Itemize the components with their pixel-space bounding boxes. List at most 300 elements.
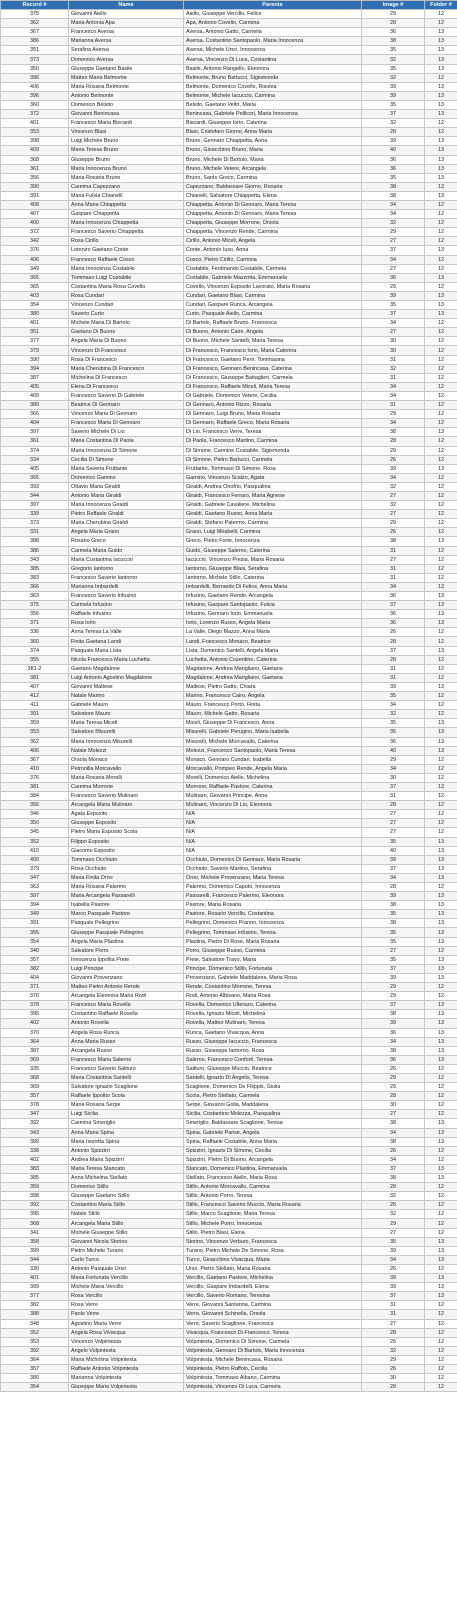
parents-cell: Iacuccio, Vincenzo Prezia, Maria Rosaria bbox=[184, 555, 362, 564]
folder-cell: 13 bbox=[425, 901, 457, 910]
table-row bbox=[1, 555, 457, 564]
table-row bbox=[1, 592, 457, 601]
record-cell: 410 bbox=[1, 764, 69, 773]
table-row bbox=[1, 328, 457, 337]
parents-cell: Di Buono, Antonio Caire, Angela bbox=[184, 328, 362, 337]
name-cell: Maria Innocenza Chiappetta bbox=[69, 219, 184, 228]
image-cell: 29 bbox=[362, 10, 425, 19]
folder-cell: 12 bbox=[425, 1264, 457, 1273]
parents-cell: Mauro, Michele Gatto, Rosaria bbox=[184, 710, 362, 719]
folder-cell: 12 bbox=[425, 1337, 457, 1346]
folder-cell: 12 bbox=[425, 1301, 457, 1310]
record-cell: 345 bbox=[1, 828, 69, 837]
name-cell: Rosario Greco bbox=[69, 537, 184, 546]
parents-cell: Stillo, Antonio Porro, Teresa bbox=[184, 1192, 362, 1201]
name-cell: Maria Rosaria Serpe bbox=[69, 1101, 184, 1110]
name-cell: Maria Teresa Stancato bbox=[69, 1164, 184, 1173]
record-cell: 400 bbox=[1, 855, 69, 864]
parents-cell: Pastore, Rosario Vercillo, Costantina bbox=[184, 910, 362, 919]
image-cell: 27 bbox=[362, 264, 425, 273]
image-cell: 29 bbox=[362, 992, 425, 1001]
folder-cell: 12 bbox=[425, 391, 457, 400]
folder-cell: 13 bbox=[425, 1137, 457, 1146]
folder-cell: 12 bbox=[425, 1383, 457, 1392]
record-cell: 378 bbox=[1, 1001, 69, 1010]
record-cell: 405 bbox=[1, 382, 69, 391]
folder-cell: 12 bbox=[425, 1101, 457, 1110]
table-row bbox=[1, 946, 457, 955]
image-cell: 31 bbox=[362, 792, 425, 801]
record-cell: 369 bbox=[1, 1055, 69, 1064]
table-row bbox=[1, 1137, 457, 1146]
image-cell: 28 bbox=[362, 1328, 425, 1337]
folder-cell: 13 bbox=[425, 1010, 457, 1019]
table-row bbox=[1, 1083, 457, 1092]
folder-cell: 13 bbox=[425, 1037, 457, 1046]
name-cell: Costantino Maria Stillo bbox=[69, 1201, 184, 1210]
image-cell: 27 bbox=[362, 328, 425, 337]
record-cell: 362 bbox=[1, 737, 69, 746]
image-cell: 38 bbox=[362, 182, 425, 191]
folder-cell: 13 bbox=[425, 1164, 457, 1173]
folder-cell: 13 bbox=[425, 1174, 457, 1183]
table-row bbox=[1, 1055, 457, 1064]
image-cell: 34 bbox=[362, 391, 425, 400]
record-cell: 351 bbox=[1, 46, 69, 55]
folder-cell: 12 bbox=[425, 1201, 457, 1210]
record-cell: 368 bbox=[1, 1073, 69, 1082]
table-row bbox=[1, 10, 457, 19]
name-cell: Tommaso Luigi Costabile bbox=[69, 273, 184, 282]
record-cell: 399 bbox=[1, 1246, 69, 1255]
parents-cell: Verre, Giovanni Schinella, Orsola bbox=[184, 1310, 362, 1319]
table-row bbox=[1, 1128, 457, 1137]
image-cell: 31 bbox=[362, 401, 425, 410]
record-cell: 371 bbox=[1, 619, 69, 628]
name-cell: Maria Innocenza Di Simone bbox=[69, 446, 184, 455]
folder-cell: 12 bbox=[425, 1228, 457, 1237]
name-cell: Maria Costantina Iacuccio bbox=[69, 555, 184, 564]
folder-cell: 12 bbox=[425, 828, 457, 837]
folder-cell: 12 bbox=[425, 437, 457, 446]
folder-column-header: Folder # bbox=[425, 1, 457, 10]
name-cell: Antonio Rovella bbox=[69, 1019, 184, 1028]
name-cell: Francesco Saverio Iantorno bbox=[69, 573, 184, 582]
parents-cell: Marino, Francesco Cairo, Angela bbox=[184, 692, 362, 701]
parents-cell: Benincasa, Gabriele Pellicori, Maria Innocenza bbox=[184, 110, 362, 119]
name-cell: Agata Esposito bbox=[69, 810, 184, 819]
folder-cell: 13 bbox=[425, 46, 457, 55]
record-cell: 377 bbox=[1, 337, 69, 346]
folder-cell: 12 bbox=[425, 10, 457, 19]
folder-cell: 12 bbox=[425, 501, 457, 510]
name-cell: Gaetano Magdalone bbox=[69, 664, 184, 673]
name-cell: Pietro Maria Esposito Scola bbox=[69, 828, 184, 837]
name-cell: Arcangela Eleonora Maria Rodi bbox=[69, 992, 184, 1001]
image-cell: 34 bbox=[362, 200, 425, 209]
record-cell: 391 bbox=[1, 191, 69, 200]
image-cell: 34 bbox=[362, 1037, 425, 1046]
name-cell: Costantina Maria Rosa Covello bbox=[69, 282, 184, 291]
table-row bbox=[1, 1255, 457, 1264]
table-row bbox=[1, 110, 457, 119]
parents-cell: Mulinaro, Giovanni Principe, Anna bbox=[184, 792, 362, 801]
table-row bbox=[1, 1019, 457, 1028]
parents-cell: Costabile, Ferdinando Costabile, Carmela bbox=[184, 264, 362, 273]
parents-cell: Di Francesco, Gaetano Perri, Tommasina bbox=[184, 355, 362, 364]
folder-cell: 12 bbox=[425, 528, 457, 537]
image-cell: 38 bbox=[362, 1046, 425, 1055]
table-row bbox=[1, 1283, 457, 1292]
name-cell: Angela Maria Plastina bbox=[69, 937, 184, 946]
folder-cell: 12 bbox=[425, 1328, 457, 1337]
image-cell: 27 bbox=[362, 510, 425, 519]
parents-cell: Bruno, Michele Di Bartolo, Maria bbox=[184, 155, 362, 164]
image-cell: 26 bbox=[362, 528, 425, 537]
image-cell: 39 bbox=[362, 892, 425, 901]
name-cell: Angela Maria Di Buono bbox=[69, 337, 184, 346]
parents-cell: Russo, Giuseppe Iacuccio, Francesca bbox=[184, 1037, 362, 1046]
parents-cell: Curto, Pasquale Aiello, Carmina bbox=[184, 310, 362, 319]
folder-cell: 13 bbox=[425, 428, 457, 437]
parents-cell: Misurelli, Michele Morcavallo, Caterina bbox=[184, 737, 362, 746]
record-cell: 373 bbox=[1, 519, 69, 528]
table-row bbox=[1, 792, 457, 801]
folder-cell: 12 bbox=[425, 755, 457, 764]
table-row bbox=[1, 1201, 457, 1210]
parents-cell: Aversa, Vincenzo Di Luca, Costantina bbox=[184, 55, 362, 64]
image-cell: 38 bbox=[362, 1137, 425, 1146]
table-row bbox=[1, 637, 457, 646]
name-cell: Vincenzo Di Francesco bbox=[69, 346, 184, 355]
record-cell: 352 bbox=[1, 1328, 69, 1337]
image-cell: 29 bbox=[362, 282, 425, 291]
name-cell: Gaetano Di Buono bbox=[69, 328, 184, 337]
table-row bbox=[1, 173, 457, 182]
record-cell: 368 bbox=[1, 1219, 69, 1228]
parents-cell: N/A bbox=[184, 828, 362, 837]
record-cell: 410 bbox=[1, 846, 69, 855]
image-cell: 36 bbox=[362, 610, 425, 619]
record-cell: 397 bbox=[1, 428, 69, 437]
parents-cell: Infusino, Gaetano Rende, Arcangela bbox=[184, 592, 362, 601]
parents-cell: Spina, Raffaele Costabile, Anna Maria bbox=[184, 1137, 362, 1146]
table-row bbox=[1, 1337, 457, 1346]
image-cell: 26 bbox=[362, 1064, 425, 1073]
parents-cell: Pastore, Maria Rosaria bbox=[184, 901, 362, 910]
image-cell: 38 bbox=[362, 537, 425, 546]
table-row bbox=[1, 701, 457, 710]
record-cell: 394 bbox=[1, 364, 69, 373]
record-cell: 339 bbox=[1, 510, 69, 519]
record-cell: 386 bbox=[1, 546, 69, 555]
record-cell: 367 bbox=[1, 28, 69, 37]
parents-cell: Verre, Saverio Scaglione, Francesca bbox=[184, 1319, 362, 1328]
record-cell: 406 bbox=[1, 82, 69, 91]
name-cell: Raffaele Ippolito Scola bbox=[69, 1092, 184, 1101]
record-cell: 360 bbox=[1, 100, 69, 109]
name-cell: Francesco Maria Salerno bbox=[69, 1055, 184, 1064]
name-cell: Orsola Monaco bbox=[69, 755, 184, 764]
parents-cell: Pellegrino, Tommaso Infusino, Teresa bbox=[184, 928, 362, 937]
record-cell: 395 bbox=[1, 1210, 69, 1219]
table-row bbox=[1, 773, 457, 782]
image-cell: 34 bbox=[362, 582, 425, 591]
folder-cell: 13 bbox=[425, 837, 457, 846]
parents-cell: Guido, Giuseppe Salerno, Caterina bbox=[184, 546, 362, 555]
name-cell: Cecilia Di Simone bbox=[69, 455, 184, 464]
image-cell: 35 bbox=[362, 173, 425, 182]
parents-column-header: Parents bbox=[184, 1, 362, 10]
image-cell: 27 bbox=[362, 819, 425, 828]
parents-cell: Di Francesco, Giuseppe Battaglieri, Carmela bbox=[184, 373, 362, 382]
image-cell: 37 bbox=[362, 782, 425, 791]
name-cell: Beatrice Di Gennaro bbox=[69, 401, 184, 410]
image-cell: 37 bbox=[362, 1164, 425, 1173]
parents-cell: Plastina, Pietro Di Rose, Maria Rosaria bbox=[184, 937, 362, 946]
folder-cell: 12 bbox=[425, 555, 457, 564]
name-cell: Francesco Saverio Mulinaro bbox=[69, 792, 184, 801]
record-cell: 359 bbox=[1, 1183, 69, 1192]
parents-cell: Morelli, Domenico Aiello, Michelina bbox=[184, 773, 362, 782]
name-cell: Maria Innocenza Giraldi bbox=[69, 501, 184, 510]
image-cell: 37 bbox=[362, 246, 425, 255]
folder-cell: 12 bbox=[425, 519, 457, 528]
name-cell: Carmela Infusino bbox=[69, 601, 184, 610]
parents-cell: Giraldi, Andrea Onofrio, Pasqualina bbox=[184, 482, 362, 491]
image-cell: 39 bbox=[362, 137, 425, 146]
record-cell: 357 bbox=[1, 1364, 69, 1373]
name-cell: Lorenzo Gaetano Conte bbox=[69, 246, 184, 255]
image-cell: 32 bbox=[362, 219, 425, 228]
table-row bbox=[1, 128, 457, 137]
folder-cell: 12 bbox=[425, 401, 457, 410]
image-cell: 30 bbox=[362, 1101, 425, 1110]
folder-cell: 13 bbox=[425, 782, 457, 791]
folder-cell: 12 bbox=[425, 473, 457, 482]
name-cell: Agostino Maria Verre bbox=[69, 1319, 184, 1328]
name-cell: Domenico Gamino bbox=[69, 473, 184, 482]
name-cell: Giovanni Provenzano bbox=[69, 973, 184, 982]
parents-cell: Miceli, Giuseppe Di Francesco, Anna bbox=[184, 719, 362, 728]
table-row bbox=[1, 46, 457, 55]
folder-cell: 12 bbox=[425, 1355, 457, 1364]
parents-cell: Chiappetta, Vincenzo Rende, Carmina bbox=[184, 228, 362, 237]
record-cell: 367 bbox=[1, 755, 69, 764]
image-cell: 36 bbox=[362, 28, 425, 37]
parents-cell: Gamino, Vincenzo Scalzo, Agata bbox=[184, 473, 362, 482]
name-cell: Anna Michelina Stellato bbox=[69, 1174, 184, 1183]
record-cell: 372 bbox=[1, 110, 69, 119]
image-cell: 36 bbox=[362, 273, 425, 282]
folder-cell: 12 bbox=[425, 1083, 457, 1092]
name-cell: Raffaele Antonio Volpintesta bbox=[69, 1364, 184, 1373]
name-cell: Vincenzo Volpintesta bbox=[69, 1337, 184, 1346]
table-row bbox=[1, 1228, 457, 1237]
parents-cell: Fruttante, Tommaso Di Simone, Rosa bbox=[184, 464, 362, 473]
table-row bbox=[1, 810, 457, 819]
image-cell: 35 bbox=[362, 837, 425, 846]
parents-cell: Mauro, Francesco Porto, Finita bbox=[184, 701, 362, 710]
image-cell: 26 bbox=[362, 628, 425, 637]
table-row bbox=[1, 1301, 457, 1310]
parents-cell: Vercillo, Saverio Romano, Teresina bbox=[184, 1292, 362, 1301]
image-cell: 26 bbox=[362, 1264, 425, 1273]
folder-cell: 12 bbox=[425, 355, 457, 364]
name-cell: Raffaele Infusino bbox=[69, 610, 184, 619]
record-cell: 406 bbox=[1, 746, 69, 755]
image-cell: 29 bbox=[362, 446, 425, 455]
parents-cell: Salerno, Francesco Confortì, Teresa bbox=[184, 1055, 362, 1064]
record-cell: 355 bbox=[1, 655, 69, 664]
table-row bbox=[1, 664, 457, 673]
name-cell: Arcangela Russo bbox=[69, 1046, 184, 1055]
record-cell: 344 bbox=[1, 1255, 69, 1264]
name-cell: Angela Rosa Vivacqua bbox=[69, 1328, 184, 1337]
folder-cell: 12 bbox=[425, 564, 457, 573]
parents-cell: Imbardelli, Bernardo Di Felice, Anna Maria bbox=[184, 582, 362, 591]
parents-cell: Santelli, Ignazio Di Angelis, Teresa bbox=[184, 1073, 362, 1082]
folder-cell: 12 bbox=[425, 637, 457, 646]
folder-cell: 12 bbox=[425, 1219, 457, 1228]
name-cell: Gaspare Chiappetta bbox=[69, 210, 184, 219]
image-cell: 27 bbox=[362, 1228, 425, 1237]
image-cell: 28 bbox=[362, 883, 425, 892]
image-cell: 38 bbox=[362, 901, 425, 910]
table-row bbox=[1, 237, 457, 246]
image-cell: 37 bbox=[362, 110, 425, 119]
parents-cell: Spina, Gabriele Parise, Angela bbox=[184, 1128, 362, 1137]
table-row bbox=[1, 146, 457, 155]
folder-cell: 13 bbox=[425, 928, 457, 937]
folder-cell: 12 bbox=[425, 1073, 457, 1082]
record-cell: 376 bbox=[1, 246, 69, 255]
folder-cell: 12 bbox=[425, 446, 457, 455]
table-row bbox=[1, 391, 457, 400]
table-row bbox=[1, 228, 457, 237]
parents-cell: Giraldi, Gabriele Cavaliere, Michelina bbox=[184, 501, 362, 510]
record-cell: 383 bbox=[1, 1164, 69, 1173]
parents-cell: Di Francesco, Gennaro Benincasa, Caterina bbox=[184, 364, 362, 373]
image-cell: 35 bbox=[362, 910, 425, 919]
parents-cell: Belsito, Gaetano Veltri, Maria bbox=[184, 100, 362, 109]
name-cell: Michele Giuseppe Stillo bbox=[69, 1228, 184, 1237]
image-cell: 32 bbox=[362, 501, 425, 510]
record-cell: 353 bbox=[1, 728, 69, 737]
folder-cell: 12 bbox=[425, 801, 457, 810]
table-row bbox=[1, 837, 457, 846]
parents-cell: Bruno, Gennaro Chiappetta, Anna bbox=[184, 137, 362, 146]
name-cell: Domenico Aversa bbox=[69, 55, 184, 64]
table-row bbox=[1, 119, 457, 128]
folder-cell: 13 bbox=[425, 646, 457, 655]
record-cell: 382 bbox=[1, 1301, 69, 1310]
name-cell: Ottavio Maria Giraldi bbox=[69, 482, 184, 491]
image-cell: 40 bbox=[362, 746, 425, 755]
record-cell: 380 bbox=[1, 1374, 69, 1383]
folder-cell: 13 bbox=[425, 910, 457, 919]
table-row bbox=[1, 446, 457, 455]
image-cell: 39 bbox=[362, 1246, 425, 1255]
record-cell: 354 bbox=[1, 937, 69, 946]
image-cell: 26 bbox=[362, 455, 425, 464]
folder-cell: 13 bbox=[425, 91, 457, 100]
image-cell: 38 bbox=[362, 191, 425, 200]
parents-cell: N/A bbox=[184, 846, 362, 855]
header-row bbox=[1, 1, 457, 10]
record-cell: 344 bbox=[1, 491, 69, 500]
parents-cell: Rovella, Matteo Mulinaro, Teresa bbox=[184, 1019, 362, 1028]
image-cell: 27 bbox=[362, 1110, 425, 1119]
folder-cell: 13 bbox=[425, 291, 457, 300]
image-cell: 35 bbox=[362, 100, 425, 109]
record-cell: 389 bbox=[1, 1137, 69, 1146]
table-row bbox=[1, 964, 457, 973]
image-cell: 37 bbox=[362, 1001, 425, 1010]
image-cell: 28 bbox=[362, 801, 425, 810]
name-cell: Giovanni Aiello bbox=[69, 10, 184, 19]
record-cell: 372 bbox=[1, 228, 69, 237]
parents-cell: La Valle, Diego Mazzo, Anna Maria bbox=[184, 628, 362, 637]
folder-cell: 12 bbox=[425, 1092, 457, 1101]
table-row bbox=[1, 373, 457, 382]
table-row bbox=[1, 846, 457, 855]
parents-cell: Urso, Pietro Stellato, Maria Rosaria bbox=[184, 1264, 362, 1273]
record-cell: 370 bbox=[1, 1028, 69, 1037]
image-cell: 29 bbox=[362, 519, 425, 528]
image-cell: 28 bbox=[362, 437, 425, 446]
image-cell: 39 bbox=[362, 973, 425, 982]
record-cell: 403 bbox=[1, 291, 69, 300]
table-row bbox=[1, 928, 457, 937]
image-cell: 28 bbox=[362, 1092, 425, 1101]
parents-cell: Smeriglio, Baldassare Scaglione, Teresa bbox=[184, 1119, 362, 1128]
name-cell: Marianna Aversa bbox=[69, 37, 184, 46]
name-cell: Giovanni Maltese bbox=[69, 682, 184, 691]
parents-cell: Magdalone, Andrea Marigliano, Gaetana bbox=[184, 664, 362, 673]
table-row bbox=[1, 892, 457, 901]
table-row bbox=[1, 473, 457, 482]
parents-cell: N/A bbox=[184, 810, 362, 819]
table-row bbox=[1, 610, 457, 619]
folder-cell: 12 bbox=[425, 1346, 457, 1355]
image-cell: 30 bbox=[362, 337, 425, 346]
folder-cell: 13 bbox=[425, 110, 457, 119]
folder-cell: 13 bbox=[425, 146, 457, 155]
folder-cell: 13 bbox=[425, 919, 457, 928]
parents-cell: Storino, Vincenzo Verburo, Francesca bbox=[184, 1237, 362, 1246]
table-row bbox=[1, 182, 457, 191]
folder-cell: 12 bbox=[425, 382, 457, 391]
table-row bbox=[1, 482, 457, 491]
name-cell: Rosa Verre bbox=[69, 1301, 184, 1310]
table-row bbox=[1, 682, 457, 691]
name-cell: Antonio Maria Giraldi bbox=[69, 491, 184, 500]
record-cell: 353 bbox=[1, 128, 69, 137]
name-cell: Paolo Verre bbox=[69, 1310, 184, 1319]
image-cell: 31 bbox=[362, 355, 425, 364]
record-cell: 397 bbox=[1, 501, 69, 510]
parents-cell: Rodi, Antonio Albisano, Maria Rosa bbox=[184, 992, 362, 1001]
image-cell: 40 bbox=[362, 146, 425, 155]
table-row bbox=[1, 1237, 457, 1246]
folder-cell: 13 bbox=[425, 1046, 457, 1055]
folder-cell: 12 bbox=[425, 664, 457, 673]
table-row bbox=[1, 737, 457, 746]
image-cell: 29 bbox=[362, 983, 425, 992]
image-cell: 30 bbox=[362, 773, 425, 782]
image-cell: 26 bbox=[362, 1337, 425, 1346]
